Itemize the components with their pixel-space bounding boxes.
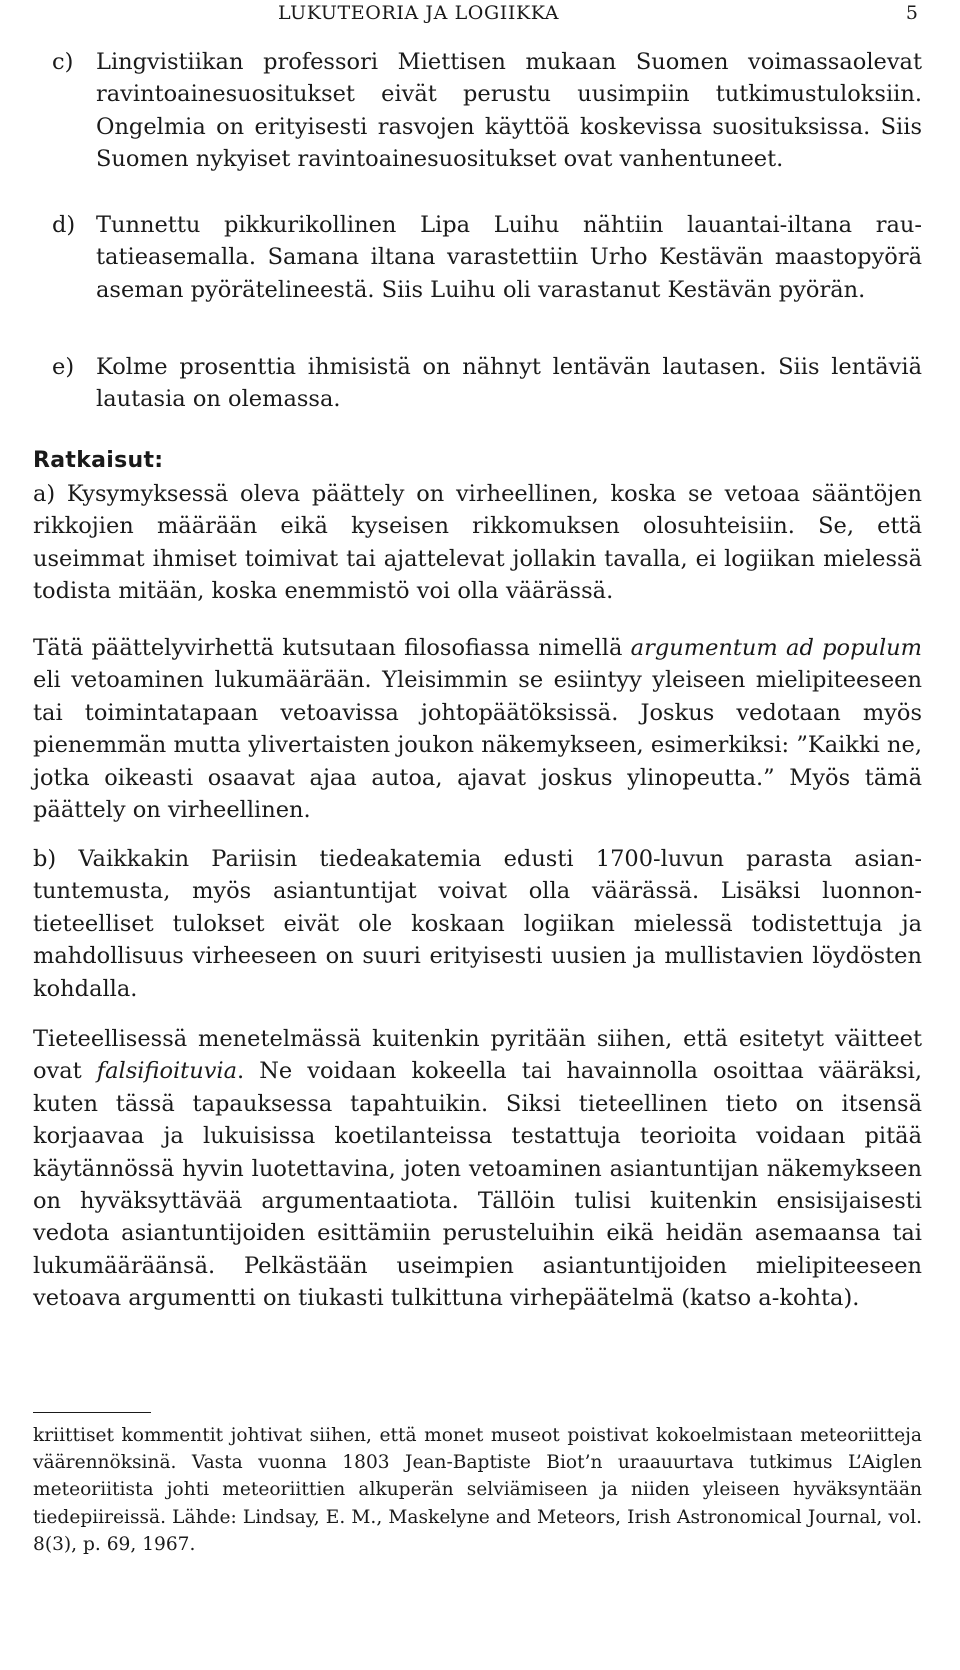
paragraph-text: Tieteellisessä menetelmässä kuitenkin pyritään siihen, että esitetyt väitteet ovat: [33, 1026, 922, 1085]
exercise-text: Kolme prosenttia ihmisistä on nähnyt lentävän lautasen. Siis lentäviä lautasia on olemassa.: [96, 354, 922, 413]
solution-paragraph: [33, 1023, 922, 1315]
solutions-heading: Ratkaisut:: [33, 448, 164, 473]
page-header: [0, 0, 960, 34]
exercise-text: Tunnettu pikkurikollinen Lipa Luihu nähtiin lauantai-iltana rautatieasemalla. Samana iltana varastettiin Urho Kestävän maastopyörä aseman pyörätelineestä. Siis Luihu oli varastanut Kestävän pyörän.: [96, 212, 922, 303]
paragraph-text: eli vetoaminen lukumäärään. Yleisimmin se esiintyy yleiseen mielipiteeseen tai toimintatapaan vetoavissa johtopäätöksissä. Joskus vedotaan myös pienemmän mutta ylivertaisten joukon näkemykseen, esimerkiksi: ”Kaikki ne, jotka oikeasti osaavat ajaa autoa, ajavat joskus ylinopeutta.” Myös tämä päättely on virheellinen.: [33, 667, 922, 824]
footnote-rule: [33, 1412, 151, 1413]
paragraph-text: Tätä päättelyvirhettä kutsutaan filosofiassa nimellä: [33, 635, 631, 661]
exercise-label: c): [52, 49, 74, 75]
exercise-item: [52, 209, 922, 306]
solution-paragraph: b) Vaikkakin Pariisin tiedeakatemia edusti 1700-luvun parasta asiantuntemusta, myös asiantuntijat voivat olla väärässä. Lisäksi luonnontieteelliset tulokset eivät ole koskaan logiikan mielessä todistettuja ja mahdollisuus virheeseen on suuri erityisesti uusien ja mullistavien löydösten kohdalla.: [33, 846, 922, 1002]
running-head: LUKUTEORIA JA LOGIIKKA: [278, 2, 560, 24]
solution-paragraph: [33, 632, 922, 826]
exercise-item: [52, 351, 922, 416]
exercise-label: d): [52, 212, 76, 238]
exercise-text: Lingvistiikan professori Miettisen mukaan Suomen voimassaolevat ravintoainesuositukset eivät perustu uusimpiin tutkimustuloksiin. Ongelmia on erityisesti rasvojen käyttöä koskevissa suosituksissa. Siis Suomen nykyiset ravintoainesuositukset ovat vanhentuneet.: [96, 49, 922, 173]
exercise-label: e): [52, 354, 75, 380]
latin-term: argumentum ad populum: [630, 635, 923, 661]
solution-paragraph: a) Kysymyksessä oleva päättely on virheellinen, koska se vetoaa sääntöjen rikkojien määrään eikä kyseisen rikkomuksen olosuhteisiin. Se, että useimmat ihmiset toimivat tai ajattelevat jollakin tavalla, ei logiikan mielessä todista mitään, koska enemmistö voi olla väärässä.: [33, 481, 922, 605]
emphasized-term: falsifioituvia: [96, 1058, 238, 1085]
page-number: 5: [905, 2, 918, 24]
footnote-text: kriittiset kommentit johtivat siihen, että monet museot poistivat kokoelmistaan meteoriitteja väärennöksinä. Vasta vuonna 1803 Jean-Baptiste Biot’n uraauurtava tutkimus L’Aiglen meteoriitista johti meteoriittien alkuperän selviämiseen ja niiden yleiseen hyväksyntään tiedepiireissä. Lähde: Lindsay, E. M., Maskelyne and Meteors, Irish Astronomical Journal, vol. 8(3), p. 69, 1967.: [33, 1425, 922, 1555]
exercise-item: [52, 46, 922, 176]
paragraph-text: . Ne voidaan kokeella tai havainnolla osoittaa vääräksi, kuten tässä tapauksessa tapahtuikin. Siksi tieteellinen tieto on itsensä korjaavaa ja lukuisissa koetilanteissa testattuja teorioita voidaan pitää käytännössä hyvin luotettavina, joten vetoaminen asiantuntijan näkemykseen on hyväksyttävää argumentaatiota. Tällöin tulisi kuitenkin ensisijaisesti vedota asiantuntijoiden esittämiin perusteluihin eikä heidän asemaansa tai lukumääräänsä. Pelkästään useimpien asiantuntijoiden mielipiteeseen vetoava argumentti on tiukasti tulkittuna virhepäätelmä (katso a-kohta).: [33, 1058, 922, 1312]
